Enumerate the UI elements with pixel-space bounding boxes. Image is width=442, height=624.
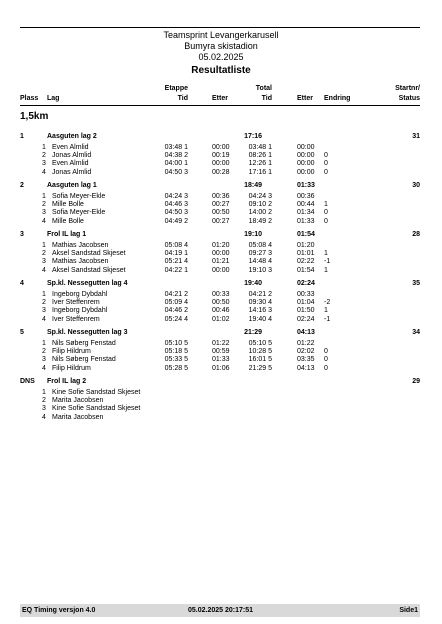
leg-total-behind: 00:00 [297,168,315,176]
leg-total-time: 04:21 2 [248,291,272,298]
leg-total-time: 14:00 2 [248,209,272,217]
team-total-time: 21:29 [244,329,262,336]
col-endring: Endring [324,95,351,102]
leg-total-behind: 03:35 [297,356,315,364]
team-total-behind: 04:13 [297,329,315,336]
team-bib: 30 [412,182,420,189]
runner-name: Marita Jacobsen [52,413,104,421]
team-place: 4 [20,280,24,287]
leg-total-behind: 01:01 [297,250,315,258]
leg-time: 04:49 2 [164,217,188,225]
leg-total-behind: 01:54 [297,266,315,274]
col-group-startnr: Startnr/ [395,85,420,92]
leg-total-time: 04:24 3 [248,193,272,200]
leg-change: 0 [324,217,328,225]
leg-number: 2 [42,152,46,160]
leg-total-time: 19:40 4 [248,315,272,323]
leg-number: 4 [42,413,46,421]
leg-total-time: 09:27 3 [248,250,272,258]
leg-number: 2 [42,201,46,209]
list-title: Resultatliste [191,65,251,76]
leg-change: -1 [324,315,331,323]
leg-number: 1 [42,291,46,298]
leg-behind: 00:00 [212,144,230,151]
team-name: Aasguten lag 2 [47,133,97,140]
col-tid-total: Tid [261,95,272,102]
leg-number: 4 [42,168,46,176]
runner-name: Nils Søberg Fenstad [52,340,116,347]
leg-behind: 01:33 [212,356,230,364]
leg-time: 04:00 1 [164,160,188,168]
leg-number: 4 [42,266,46,274]
leg-total-time: 12:26 1 [248,160,272,168]
leg-total-behind: 02:22 [297,258,315,266]
leg-time: 05:33 5 [164,356,188,364]
leg-total-behind: 04:13 [297,364,315,372]
leg-total-time: 17:16 1 [248,168,272,176]
runner-name: Mille Bolle [52,217,84,225]
leg-change: 1 [324,307,328,315]
leg-change: -2 [324,299,331,307]
top-rule [20,27,420,28]
leg-time: 05:09 4 [164,299,188,307]
leg-change: 0 [324,209,328,217]
team-bib: 35 [412,280,420,287]
leg-number: 2 [42,250,46,258]
leg-time: 04:19 1 [164,250,188,258]
leg-total-time: 14:16 3 [248,307,272,315]
runner-name: Sofia Meyer-Ekle [52,209,106,217]
leg-time: 04:38 2 [164,152,188,160]
leg-behind: 01:02 [212,315,230,323]
team-total-behind: 01:54 [297,231,315,238]
team-total-behind: 01:33 [297,182,315,189]
col-group-total: Total [255,85,272,92]
runner-name: Ingeborg Dybdahl [52,291,108,298]
header-rule [20,105,420,106]
col-etter-total: Etter [297,95,313,102]
leg-behind: 00:00 [212,266,230,274]
leg-total-behind: 01:04 [297,299,315,307]
leg-change: 0 [324,356,328,364]
leg-behind: 00:59 [212,348,230,356]
leg-total-time: 18:49 2 [248,217,272,225]
runner-name: Aksel Sandstad Skjeset [52,266,126,274]
runner-name: Filip Hildrum [52,348,91,356]
team-name: Sp.kl. Nessegutten lag 4 [47,280,128,287]
leg-behind: 01:22 [212,340,230,347]
team-place: 5 [20,329,24,336]
leg-time: 04:22 1 [164,266,188,274]
leg-number: 3 [42,356,46,364]
leg-number: 3 [42,405,46,413]
leg-time: 04:24 3 [164,193,188,200]
event-venue: Bumyra skistadion [184,41,258,51]
col-plass: Plass [20,95,39,102]
runner-name: Aksel Sandstad Skjeset [52,250,126,258]
leg-change: -1 [324,258,331,266]
runner-name: Marita Jacobsen [52,397,104,405]
leg-number: 4 [42,364,46,372]
leg-total-time: 05:08 4 [248,242,272,249]
leg-behind: 00:46 [212,307,230,315]
team-name: Frol IL lag 1 [47,231,87,238]
team-bib: 34 [412,329,420,336]
footer-page: Side1 [399,607,418,614]
footer-timestamp: 05.02.2025 20:17:51 [188,607,253,614]
team-place: 1 [20,133,24,140]
leg-number: 1 [42,389,46,396]
runner-name: Iver Steffenrem [52,299,100,307]
team-total-time: 17:16 [244,133,262,140]
leg-number: 4 [42,315,46,323]
leg-number: 4 [42,217,46,225]
leg-time: 04:21 2 [164,291,188,298]
team-name: Frol IL lag 2 [47,378,87,385]
leg-total-time: 08:26 1 [248,152,272,160]
leg-number: 3 [42,258,46,266]
leg-time: 04:46 2 [164,307,188,315]
leg-total-time: 10:28 5 [248,348,272,356]
runner-name: Sofia Meyer-Ekle [52,193,106,200]
leg-behind: 00:28 [212,168,230,176]
leg-number: 2 [42,348,46,356]
runner-name: Jonas Almlid [52,168,92,176]
leg-change: 1 [324,201,328,209]
runner-name: Kine Sofie Sandstad Skjeset [52,389,141,396]
col-status: Status [398,95,420,102]
leg-number: 1 [42,144,46,151]
runner-name: Nils Søberg Fenstad [52,356,116,364]
footer-software: EQ Timing versjon 4.0 [22,607,96,614]
team-bib: 31 [412,133,420,140]
leg-total-time: 09:30 4 [248,299,272,307]
leg-total-behind: 01:50 [297,307,315,315]
leg-total-behind: 00:44 [297,201,315,209]
leg-number: 2 [42,299,46,307]
leg-change: 0 [324,168,328,176]
leg-time: 05:18 5 [164,348,188,356]
col-tid-etappe: Tid [177,95,188,102]
team-total-time: 19:10 [244,231,262,238]
leg-total-time: 03:48 1 [248,144,272,151]
leg-number: 3 [42,307,46,315]
leg-behind: 00:19 [212,152,230,160]
leg-total-behind: 01:34 [297,209,315,217]
leg-change: 0 [324,152,328,160]
leg-change: 1 [324,250,328,258]
runner-name: Iver Steffenrem [52,315,100,323]
leg-time: 04:50 3 [164,168,188,176]
leg-time: 04:46 3 [164,201,188,209]
leg-total-behind: 00:36 [297,193,315,200]
runner-name: Mathias Jacobsen [52,258,109,266]
col-lag: Lag [47,95,60,102]
leg-total-behind: 02:02 [297,348,315,356]
leg-time: 05:24 4 [164,315,188,323]
leg-time: 05:08 4 [164,242,188,249]
leg-behind: 00:27 [212,217,230,225]
event-date: 05.02.2025 [198,52,244,62]
leg-behind: 00:50 [212,209,230,217]
runner-name: Kine Sofie Sandstad Skjeset [52,405,141,413]
col-group-etappe: Etappe [164,85,188,92]
team-name: Sp.kl. Nessegutten lag 3 [47,329,128,336]
team-total-behind: 02:24 [297,280,315,287]
leg-total-time: 14:48 4 [248,258,272,266]
leg-total-behind: 01:22 [297,340,315,347]
leg-total-behind: 00:33 [297,291,315,298]
leg-number: 3 [42,209,46,217]
leg-change: 0 [324,160,328,168]
runner-name: Even Almlid [52,144,89,151]
leg-total-time: 19:10 3 [248,266,272,274]
class-name: 1,5km [20,111,49,122]
leg-number: 2 [42,397,46,405]
leg-total-behind: 01:20 [297,242,315,249]
leg-number: 3 [42,160,46,168]
leg-behind: 00:00 [212,250,230,258]
leg-total-time: 21:29 5 [248,364,272,372]
team-name: Aasguten lag 1 [47,182,97,189]
leg-number: 1 [42,242,46,249]
runner-name: Jonas Almlid [52,152,92,160]
team-bib: 29 [412,378,420,385]
leg-behind: 01:21 [212,258,230,266]
col-etter-etappe: Etter [212,95,228,102]
team-place: 3 [20,231,24,238]
event-title: Teamsprint Levangerkarusell [163,30,279,40]
leg-time: 05:10 5 [164,340,188,347]
runner-name: Even Almlid [52,160,89,168]
leg-number: 1 [42,193,46,200]
leg-change: 0 [324,348,328,356]
leg-behind: 00:50 [212,299,230,307]
leg-total-behind: 00:00 [297,152,315,160]
leg-behind: 01:20 [212,242,230,249]
leg-time: 03:48 1 [164,144,188,151]
leg-behind: 00:36 [212,193,230,200]
leg-behind: 00:27 [212,201,230,209]
leg-time: 04:50 3 [164,209,188,217]
team-total-time: 18:49 [244,182,262,189]
runner-name: Ingeborg Dybdahl [52,307,108,315]
team-bib: 28 [412,231,420,238]
leg-number: 1 [42,340,46,347]
leg-change: 0 [324,364,328,372]
team-total-time: 19:40 [244,280,262,287]
leg-total-time: 16:01 5 [248,356,272,364]
runner-name: Filip Hildrum [52,364,91,372]
leg-total-time: 05:10 5 [248,340,272,347]
footer-bar [20,604,420,617]
leg-behind: 00:33 [212,291,230,298]
leg-time: 05:28 5 [164,364,188,372]
leg-total-behind: 02:24 [297,315,315,323]
team-place: 2 [20,182,24,189]
leg-change: 1 [324,266,328,274]
runner-name: Mille Bolle [52,201,84,209]
leg-time: 05:21 4 [164,258,188,266]
leg-total-behind: 00:00 [297,144,315,151]
leg-behind: 00:00 [212,160,230,168]
leg-behind: 01:06 [212,364,230,372]
leg-total-behind: 00:00 [297,160,315,168]
leg-total-time: 09:10 2 [248,201,272,209]
leg-total-behind: 01:33 [297,217,315,225]
runner-name: Mathias Jacobsen [52,242,109,249]
team-place: DNS [20,378,35,385]
